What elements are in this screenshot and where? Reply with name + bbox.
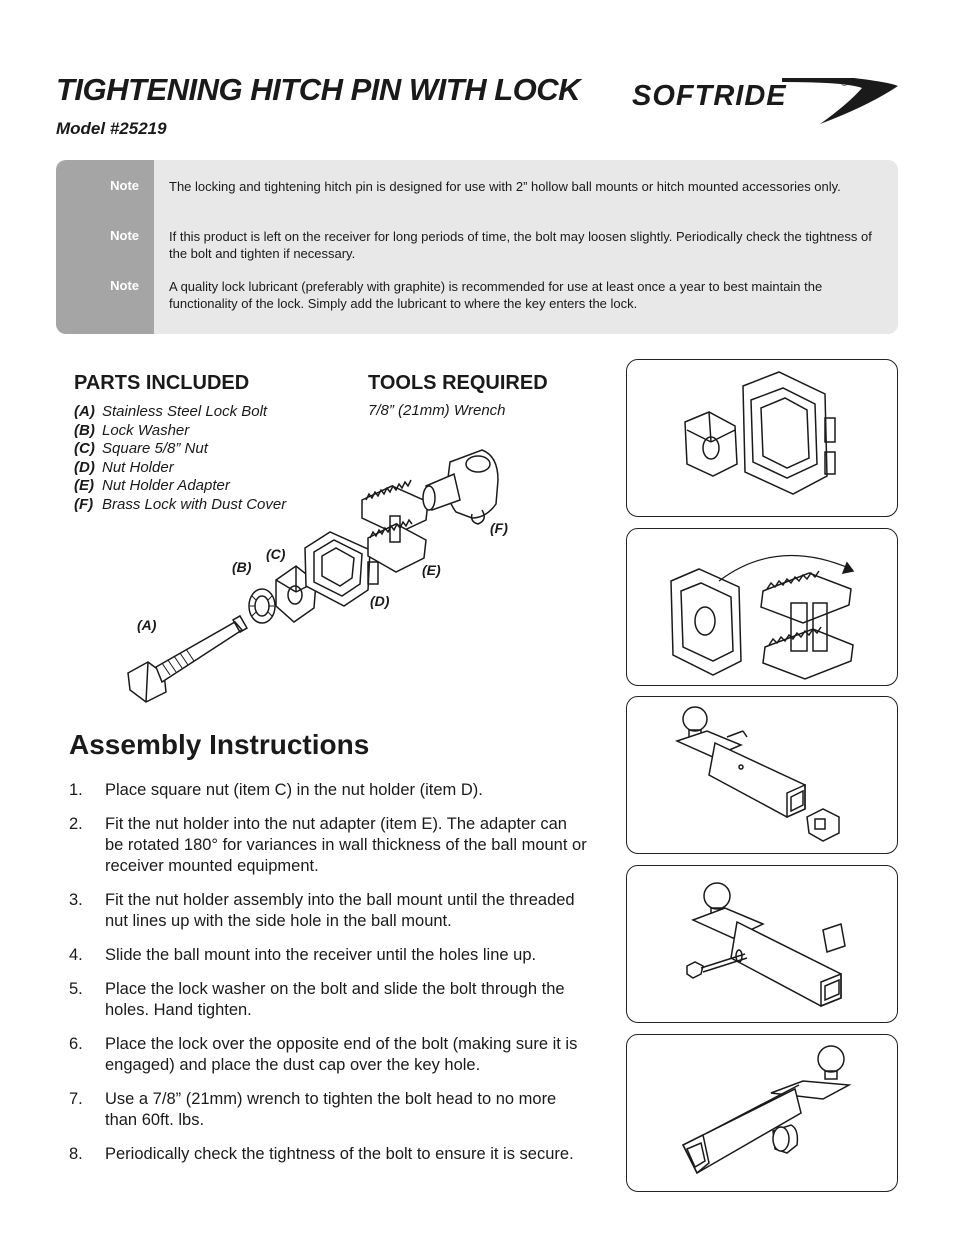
step-illustration-5 — [626, 1034, 898, 1192]
parts-included-heading: PARTS INCLUDED — [74, 372, 250, 394]
assembly-steps — [69, 780, 589, 1178]
list-item: (F) Brass Lock with Dust Cover — [74, 495, 287, 513]
list-item: 3. Fit the nut holder assembly into the ball mount until the threaded nut lines up with the side hole in the ball mount. — [69, 891, 575, 930]
nut-into-holder-icon — [627, 360, 897, 516]
assembly-heading: Assembly Instructions — [69, 729, 370, 760]
list-item: 1. Place square nut (item C) in the nut holder (item D). — [69, 781, 483, 799]
logo-wordmark: SOFTRIDE — [632, 80, 787, 112]
label-part-f: (F) — [490, 520, 508, 536]
exploded-parts-diagram — [100, 440, 530, 710]
list-item: 5. Place the lock washer on the bolt and slide the bolt through the holes. Hand tighten. — [69, 980, 565, 1019]
list-item: (D) Nut Holder — [74, 458, 174, 476]
note-text: If this product is left on the receiver for long periods of time, the bolt may loosen slightly. Periodically check the tightness of the bolt and tighten if necessary. — [169, 229, 872, 261]
tools-required-heading: TOOLS REQUIRED — [368, 372, 548, 394]
label-part-a: (A) — [137, 617, 157, 633]
notes-box — [56, 160, 898, 334]
nut-holder-drawing — [305, 532, 378, 606]
step-illustration-3 — [626, 696, 898, 854]
tool-item: 7/8” (21mm) Wrench — [368, 402, 506, 419]
label-part-e: (E) — [422, 562, 441, 578]
step-illustration-2 — [626, 528, 898, 686]
label-part-b: (B) — [232, 559, 252, 575]
list-item: (B) Lock Washer — [74, 421, 190, 439]
note-text: A quality lock lubricant (preferably with graphite) is recommended for use at least once a year to best maintain the functionality of the lock. Simply add the lubricant to where the key enters the lock. — [169, 279, 823, 311]
brass-lock-drawing — [423, 450, 498, 524]
list-item: (C) Square 5/8” Nut — [74, 440, 208, 458]
install-lock-icon — [627, 1035, 897, 1191]
page-title: TIGHTENING HITCH PIN WITH LOCK — [56, 72, 581, 107]
list-item: (A) Stainless Steel Lock Bolt — [74, 403, 268, 420]
step-illustration-4 — [626, 865, 898, 1023]
list-item: 4. Slide the ball mount into the receiver until the holes line up. — [69, 946, 537, 964]
list-item: 6. Place the lock over the opposite end of the bolt (making sure it is engaged) and place the dust cap over the key hole. — [69, 1035, 578, 1074]
note-label: Note — [110, 278, 139, 293]
assembly-into-ball-mount-icon — [627, 697, 897, 853]
logo-registered-mark: ® — [841, 78, 848, 88]
note-label: Note — [110, 178, 139, 193]
list-item: 2. Fit the nut holder into the nut adapter (item E). The adapter can be rotated 180° for variances in wall thickness of the ball mount or receiver mounted equipment. — [69, 815, 587, 875]
insert-bolt-icon — [627, 866, 897, 1022]
model-number: Model #25219 — [56, 119, 167, 138]
lock-washer-drawing — [249, 589, 275, 623]
note-label: Note — [110, 228, 139, 243]
list-item: 8. Periodically check the tightness of the bolt to ensure it is secure. — [69, 1145, 574, 1163]
label-part-c: (C) — [266, 546, 286, 562]
nut-holder-adapter-drawing — [362, 480, 428, 572]
list-item: (E) Nut Holder Adapter — [74, 477, 230, 495]
note-text: The locking and tightening hitch pin is designed for use with 2” hollow ball mounts or hitch mounted accessories only. — [169, 179, 841, 194]
list-item: 7. Use a 7/8” (21mm) wrench to tighten the bolt head to no more than 60ft. lbs. — [69, 1090, 557, 1129]
label-part-d: (D) — [370, 593, 390, 609]
step-illustration-1 — [626, 359, 898, 517]
softride-logo — [632, 74, 900, 126]
holder-into-adapter-icon — [627, 529, 897, 685]
